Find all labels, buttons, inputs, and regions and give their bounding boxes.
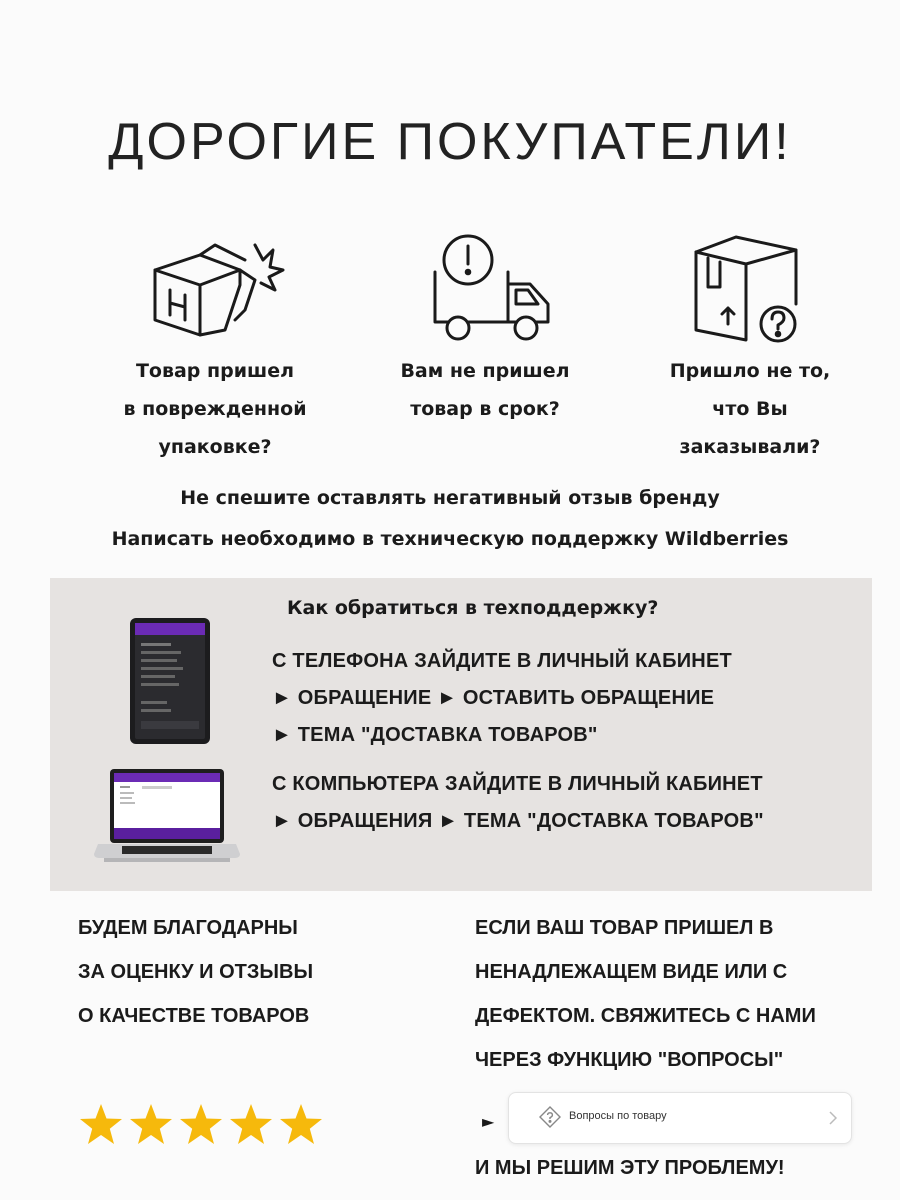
issue-caption-late: Вам не пришел товар в срок? bbox=[400, 360, 570, 420]
star-icon bbox=[180, 1104, 222, 1144]
questions-button[interactable] bbox=[508, 1092, 852, 1144]
question-diamond-icon bbox=[539, 1106, 561, 1128]
delivery-truck-alert-icon bbox=[430, 232, 555, 347]
page-title: ДОРОГИЕ ПОКУПАТЕЛИ! bbox=[108, 113, 792, 171]
thanks-block: БУДЕМ БЛАГОДАРНЫ ЗА ОЦЕНКУ И ОТЗЫВЫ О КАЧЕСТВЕ ТОВАРОВ bbox=[78, 917, 314, 1027]
questions-button-label: Вопросы по товару bbox=[569, 1110, 667, 1122]
defect-block: ЕСЛИ ВАШ ТОВАР ПРИШЕЛ В НЕНАДЛЕЖАЩЕМ ВИДЕ ИЛИ С ДЕФЕКТОМ. СВЯЖИТЕСЬ С НАМИ ЧЕРЕЗ ФУНКЦИЮ "ВОПРОСЫ" bbox=[475, 917, 816, 1071]
notice-line-1: Не спешите оставлять негативный отзыв бренду bbox=[180, 487, 720, 509]
notice-line-2: Написать необходимо в техническую поддержку Wildberries bbox=[111, 528, 789, 550]
star-icon bbox=[80, 1104, 122, 1144]
final-message: И МЫ РЕШИМ ЭТУ ПРОБЛЕМУ! bbox=[475, 1157, 785, 1179]
issue-caption-wrong-item: Пришло не то, что Вы заказывали? bbox=[669, 360, 831, 458]
phone-step-1: С ТЕЛЕФОНА ЗАЙДИТЕ В ЛИЧНЫЙ КАБИНЕТ bbox=[272, 650, 732, 672]
pointer-arrow: ► bbox=[482, 1112, 495, 1131]
phone-step-3: ► ТЕМА "ДОСТАВКА ТОВАРОВ" bbox=[272, 724, 598, 746]
damaged-box-icon bbox=[145, 235, 285, 345]
phone-step-2: ► ОБРАЩЕНИЕ ► ОСТАВИТЬ ОБРАЩЕНИЕ bbox=[272, 687, 715, 709]
computer-step-1: С КОМПЬЮТЕРА ЗАЙДИТЕ В ЛИЧНЫЙ КАБИНЕТ bbox=[272, 773, 763, 795]
support-heading: Как обратиться в техподдержку? bbox=[287, 597, 659, 619]
box-question-icon bbox=[688, 232, 808, 347]
phone-mockup-image bbox=[129, 617, 211, 745]
star-icon bbox=[130, 1104, 172, 1144]
chevron-right-icon bbox=[829, 1111, 837, 1125]
rating-stars bbox=[78, 1102, 324, 1148]
star-icon bbox=[280, 1104, 322, 1144]
laptop-mockup-image bbox=[94, 768, 240, 874]
computer-step-2: ► ОБРАЩЕНИЯ ► ТЕМА "ДОСТАВКА ТОВАРОВ" bbox=[272, 810, 764, 832]
issue-caption-damaged: Товар пришел в поврежденной упаковке? bbox=[123, 360, 307, 458]
star-icon bbox=[230, 1104, 272, 1144]
